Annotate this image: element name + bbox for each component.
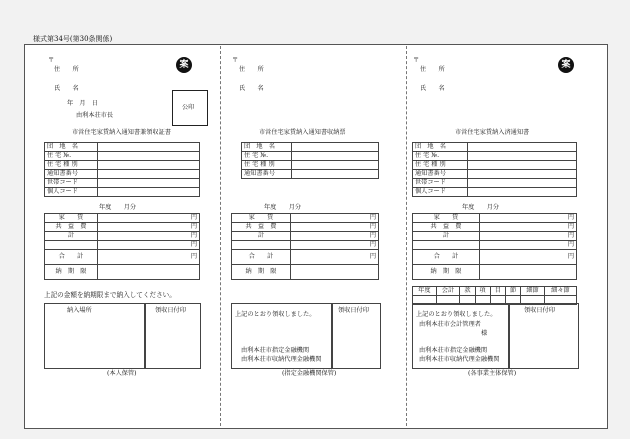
accounting-manager: 由利本荘市会計管理者	[419, 321, 481, 328]
name-label: 氏 名	[54, 85, 79, 92]
receipt-stamp-box	[144, 303, 201, 369]
table-row: 団 地 名	[242, 143, 379, 152]
table-row	[45, 161, 200, 170]
table-row	[45, 152, 200, 161]
payment-place-box	[44, 303, 146, 369]
table-row: 円	[232, 241, 379, 250]
table-row: 住 宅 種 別	[242, 161, 379, 170]
table-row: 納 期 限	[413, 265, 577, 280]
table-row: 納 期 限	[45, 265, 200, 280]
stamp-label: 領収日付印	[155, 307, 186, 314]
table-row: 計 円	[45, 232, 200, 241]
bank-agent: 由利本荘市収納代理金融機関	[241, 356, 322, 363]
payment-place-label: 納入場所	[67, 307, 92, 314]
panel1-fee-table	[44, 213, 200, 280]
bank-designated: 由利本荘市指定金融機関	[419, 347, 488, 354]
table-row: 住 宅 №.	[413, 152, 577, 161]
panel1-info-table	[44, 142, 200, 197]
panel1-footer: (本人保管)	[107, 370, 137, 377]
info-label: 住 宅 №.	[45, 152, 98, 161]
receipt-stamp-box	[508, 303, 579, 369]
table-row: 合 計 円	[45, 250, 200, 265]
name-label: 氏 名	[420, 85, 445, 92]
info-label: 世帯コード	[45, 179, 98, 188]
panel2-info-table	[241, 142, 379, 179]
info-label: 住 宅 種 別	[45, 161, 98, 170]
honorific: 様	[481, 330, 488, 337]
period-label: 年度 月分	[264, 204, 302, 211]
table-row: 合 計 円	[232, 250, 379, 265]
table-row: 家 賃 円	[232, 214, 379, 223]
address-label: 住 所	[420, 66, 445, 73]
period-label: 年度 月分	[99, 204, 137, 211]
code-col-kou: 項	[475, 287, 490, 296]
draft-badge: 案	[558, 57, 574, 73]
panel3-fee-table	[412, 213, 577, 280]
table-row: 団 地 名	[413, 143, 577, 152]
table-row: 世帯コード	[413, 179, 577, 188]
receipt-stamp-box	[331, 303, 381, 369]
table-row: 家 賃 円	[45, 214, 200, 223]
code-col-saisetsu: 細節	[521, 287, 545, 296]
postal-mark: 〒	[413, 57, 420, 64]
received-box	[231, 303, 333, 369]
table-row: 納 期 限	[232, 265, 379, 280]
table-row: 共 益 費 円	[413, 223, 577, 232]
table-row: 共 益 費 円	[232, 223, 379, 232]
postal-mark: 〒	[232, 57, 239, 64]
table-row: 合 計 円	[413, 250, 577, 265]
table-row: 住 宅 種 別	[413, 161, 577, 170]
info-label: 通知書番号	[45, 170, 98, 179]
received-box	[412, 303, 510, 369]
info-label: 個人コード	[45, 188, 98, 197]
panel3-footer: (各事業主体保管)	[468, 370, 517, 377]
panel2-fee-table	[231, 213, 379, 280]
panel1-title: 市営住宅家賃納入通知書兼領収証書	[72, 129, 171, 136]
official-seal-box	[172, 90, 208, 126]
table-row: 個人コード	[413, 188, 577, 197]
table-row	[45, 143, 200, 152]
table-row	[413, 287, 577, 296]
stamp-label: 領収日付印	[338, 307, 369, 314]
bank-agent: 由利本荘市収納代理金融機関	[419, 356, 500, 363]
seal-label: 公印	[182, 104, 195, 111]
table-row: 計 円	[413, 232, 577, 241]
code-col-saisaisetsu: 細々節	[544, 287, 576, 296]
received-text: 上記のとおり領収しました。	[235, 311, 316, 318]
bank-designated: 由利本荘市指定金融機関	[241, 347, 310, 354]
postal-mark: 〒	[48, 57, 55, 64]
table-row: 円	[45, 241, 200, 250]
table-row	[45, 179, 200, 188]
received-text: 上記のとおり領収しました。	[416, 311, 497, 318]
stamp-label: 領収日付印	[524, 307, 555, 314]
table-row	[45, 170, 200, 179]
name-label: 氏 名	[239, 85, 264, 92]
panel3-title: 市営住宅家賃納入済通知書	[455, 129, 530, 136]
table-row: 通知書番号	[242, 170, 379, 179]
code-col-kan: 款	[460, 287, 475, 296]
address-label: 住 所	[239, 66, 264, 73]
table-row: 円	[413, 241, 577, 250]
cut-line-2	[406, 46, 407, 426]
cut-line-1	[220, 46, 221, 426]
code-col-account: 会計	[436, 287, 460, 296]
period-label: 年度 月分	[462, 204, 500, 211]
info-label: 団 地 名	[45, 143, 98, 152]
table-row: 計 円	[232, 232, 379, 241]
table-row	[45, 188, 200, 197]
form-number: 様式第34号(第30条関係)	[33, 35, 113, 43]
panel2-title: 市営住宅家賃納入通知書収納票	[259, 129, 346, 136]
panel3-info-table	[412, 142, 577, 197]
table-row: 家 賃 円	[413, 214, 577, 223]
address-label: 住 所	[54, 66, 79, 73]
panel2-footer: (指定金融機関保管)	[282, 370, 337, 377]
payment-notice: 上記の金額を納期限まで納入してください。	[44, 291, 176, 299]
table-row: 共 益 費 円	[45, 223, 200, 232]
draft-badge: 案	[176, 57, 192, 73]
code-col-moku: 目	[490, 287, 505, 296]
table-row: 通知書番号	[413, 170, 577, 179]
table-row: 住 宅 №.	[242, 152, 379, 161]
mayor-label: 由利本荘市長	[76, 112, 114, 119]
date-label: 年 月 日	[67, 100, 98, 107]
code-col-setsu: 節	[505, 287, 520, 296]
code-col-year: 年度	[413, 287, 437, 296]
